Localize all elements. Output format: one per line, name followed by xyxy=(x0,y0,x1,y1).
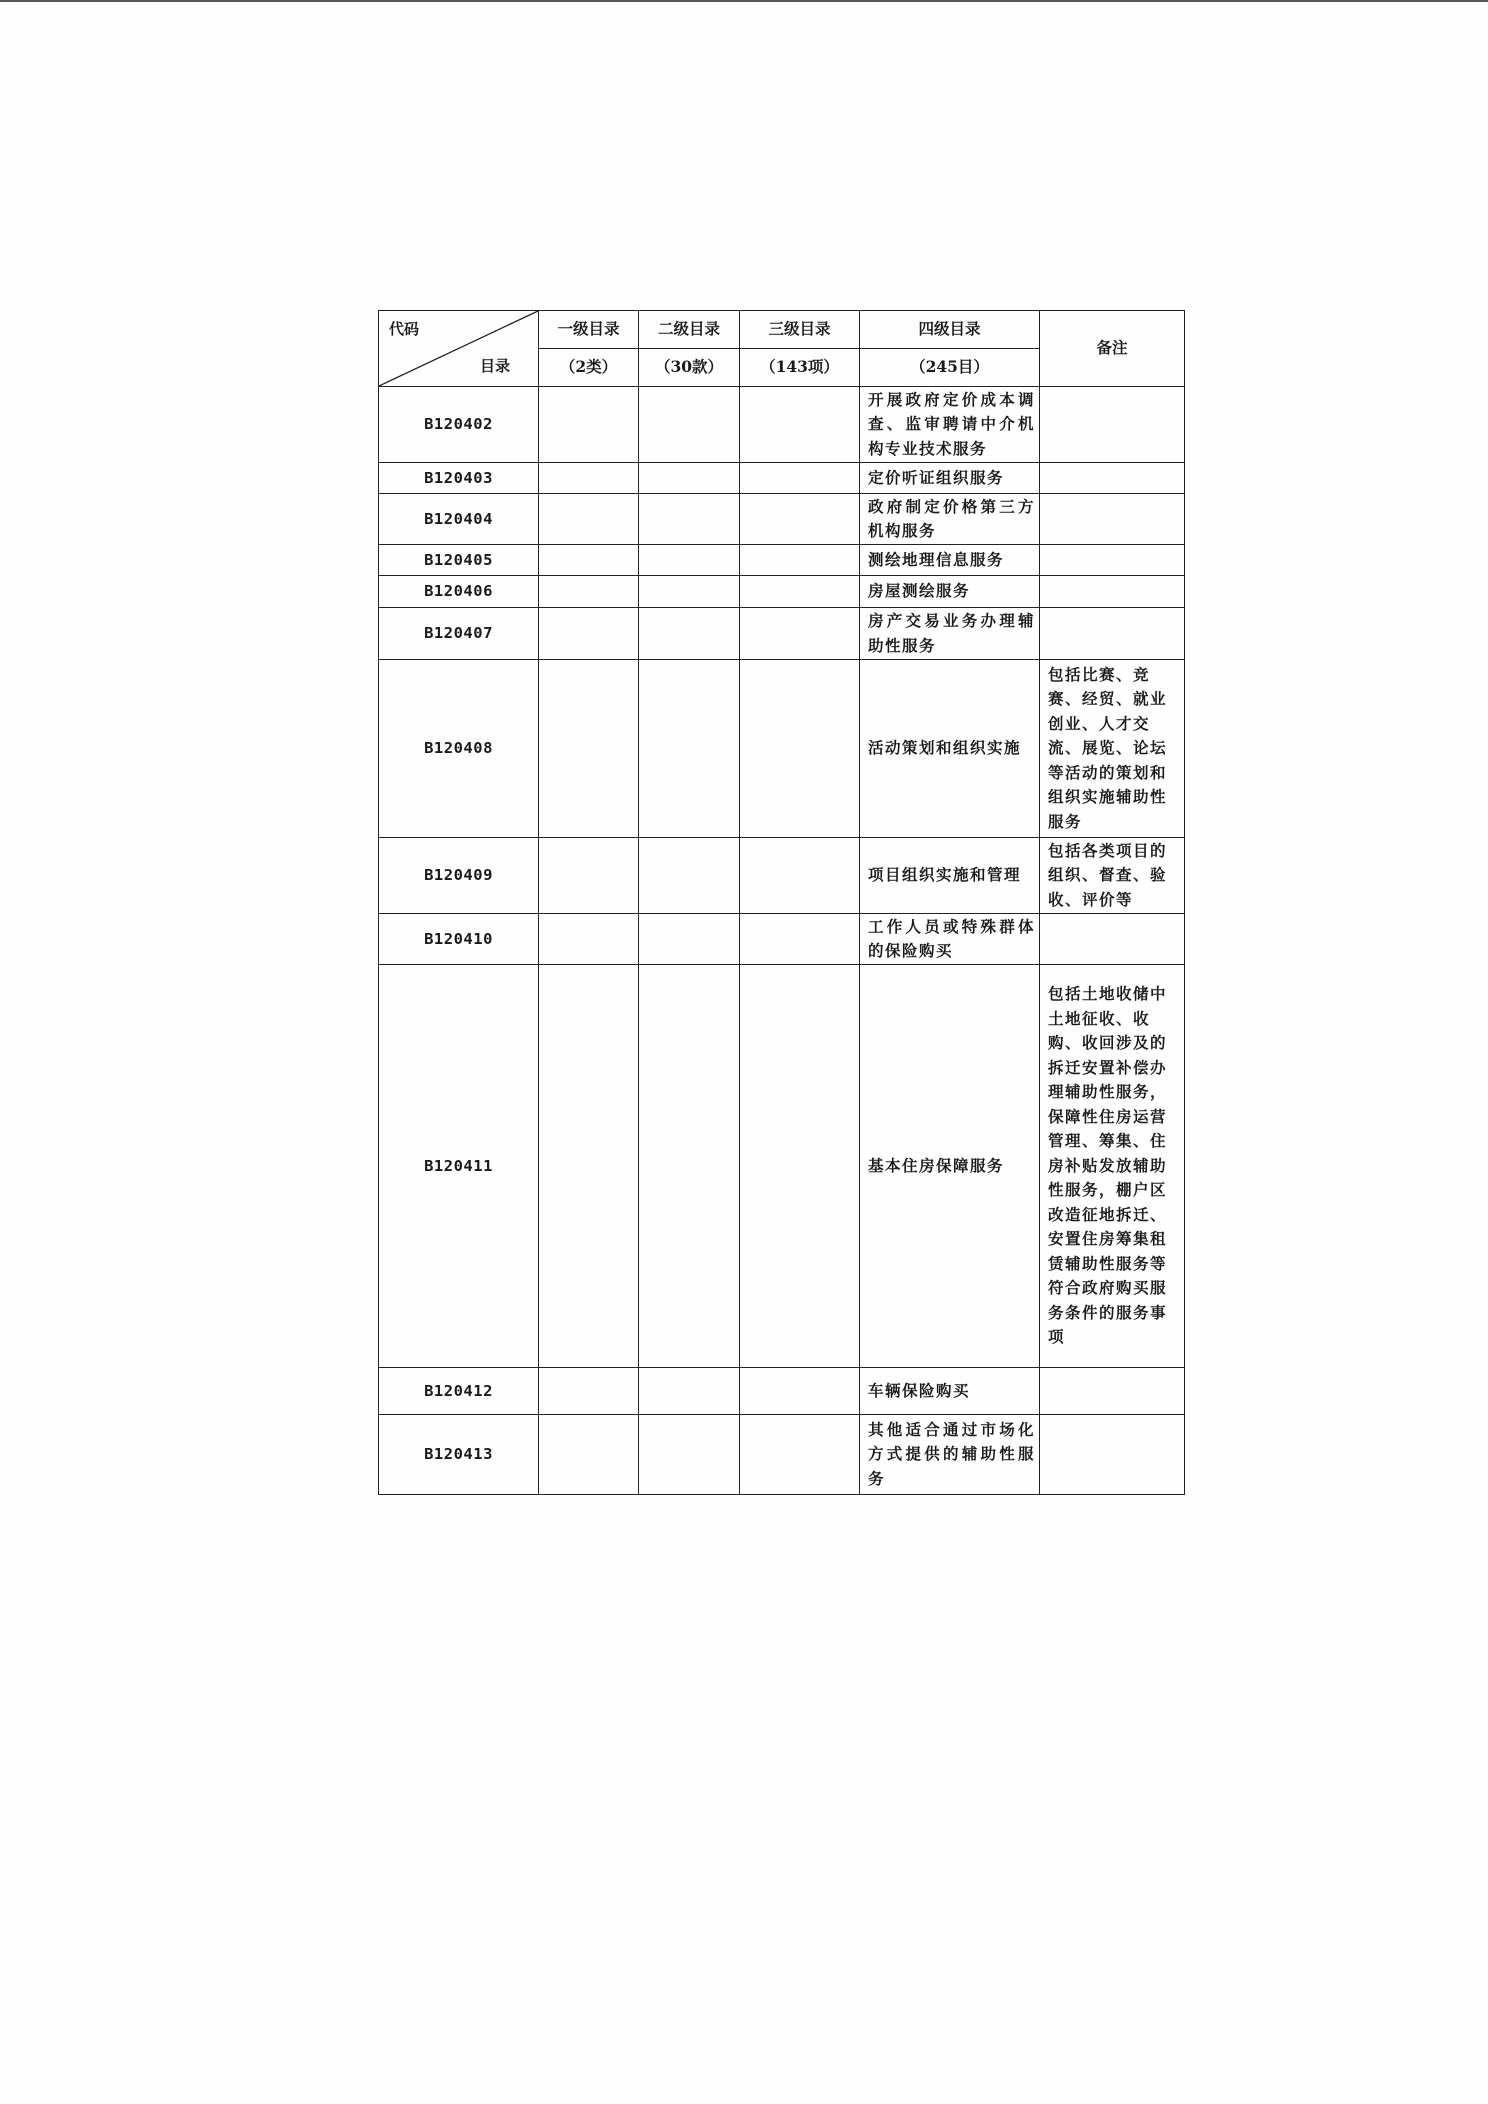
level3-cell xyxy=(740,965,860,1368)
table-row xyxy=(379,608,1185,660)
level2-cell xyxy=(639,965,740,1368)
level4-cell: 定价听证组织服务 xyxy=(860,463,1040,494)
level1-cell xyxy=(539,965,639,1368)
level4-cell: 测绘地理信息服务 xyxy=(860,545,1040,576)
notes-cell xyxy=(1040,608,1185,660)
notes-cell: 包括各类项目的组织、督查、验收、评价等 xyxy=(1040,838,1185,914)
table-row xyxy=(379,463,1185,494)
level2-count: （30款） xyxy=(639,349,740,387)
level1-cell xyxy=(539,608,639,660)
table-row xyxy=(379,576,1185,608)
level1-cell xyxy=(539,576,639,608)
level4-cell: 活动策划和组织实施 xyxy=(860,660,1040,838)
notes-cell: 包括比赛、竞赛、经贸、就业创业、人才交流、展览、论坛等活动的策划和组织实施辅助性服务 xyxy=(1040,660,1185,838)
level1-cell xyxy=(539,387,639,463)
table-row xyxy=(379,914,1185,965)
table-row xyxy=(379,494,1185,545)
level4-cell: 工作人员或特殊群体的保险购买 xyxy=(860,914,1040,965)
level2-header: 二级目录 xyxy=(639,311,740,349)
row-code: B120405 xyxy=(379,545,539,576)
header-row-top xyxy=(379,311,1185,349)
level4-cell: 政府制定价格第三方机构服务 xyxy=(860,494,1040,545)
table-row xyxy=(379,965,1185,1368)
notes-cell xyxy=(1040,494,1185,545)
level2-cell xyxy=(639,914,740,965)
level3-cell xyxy=(740,494,860,545)
level2-cell xyxy=(639,494,740,545)
level4-cell: 车辆保险购买 xyxy=(860,1368,1040,1415)
diagonal-header-cell xyxy=(379,311,539,387)
notes-cell xyxy=(1040,1415,1185,1495)
level4-count: （245目） xyxy=(860,349,1040,387)
level3-cell xyxy=(740,545,860,576)
row-code: B120411 xyxy=(379,965,539,1368)
table-row xyxy=(379,545,1185,576)
level3-cell xyxy=(740,1415,860,1495)
level4-header: 四级目录 xyxy=(860,311,1040,349)
row-code: B120407 xyxy=(379,608,539,660)
row-code: B120412 xyxy=(379,1368,539,1415)
table-row xyxy=(379,660,1185,838)
table-row xyxy=(379,387,1185,463)
level2-cell xyxy=(639,463,740,494)
notes-cell xyxy=(1040,576,1185,608)
notes-cell xyxy=(1040,545,1185,576)
level1-cell xyxy=(539,838,639,914)
notes-header: 备注 xyxy=(1040,311,1185,387)
level1-cell xyxy=(539,914,639,965)
table-row xyxy=(379,838,1185,914)
level1-header: 一级目录 xyxy=(539,311,639,349)
level1-cell xyxy=(539,494,639,545)
level1-cell xyxy=(539,1415,639,1495)
code-label: 代码 xyxy=(389,320,420,338)
level3-cell xyxy=(740,838,860,914)
level1-count: （2类） xyxy=(539,349,639,387)
level4-cell: 基本住房保障服务 xyxy=(860,965,1040,1368)
level3-cell xyxy=(740,914,860,965)
level2-cell xyxy=(639,576,740,608)
row-code: B120413 xyxy=(379,1415,539,1495)
level3-cell xyxy=(740,463,860,494)
table-row xyxy=(379,1415,1185,1495)
level4-cell: 项目组织实施和管理 xyxy=(860,838,1040,914)
level3-count: （143项） xyxy=(740,349,860,387)
level1-cell xyxy=(539,1368,639,1415)
row-code: B120406 xyxy=(379,576,539,608)
notes-cell xyxy=(1040,914,1185,965)
level3-cell xyxy=(740,576,860,608)
level2-cell xyxy=(639,1368,740,1415)
level2-cell xyxy=(639,608,740,660)
level2-cell xyxy=(639,1415,740,1495)
level4-cell: 开展政府定价成本调查、监审聘请中介机构专业技术服务 xyxy=(860,387,1040,463)
level4-cell: 房屋测绘服务 xyxy=(860,576,1040,608)
level2-cell xyxy=(639,838,740,914)
level3-cell xyxy=(740,608,860,660)
row-code: B120404 xyxy=(379,494,539,545)
level3-cell xyxy=(740,660,860,838)
row-code: B120403 xyxy=(379,463,539,494)
table-row xyxy=(379,1368,1185,1415)
row-code: B120410 xyxy=(379,914,539,965)
level2-cell xyxy=(639,660,740,838)
level2-cell xyxy=(639,545,740,576)
level3-header: 三级目录 xyxy=(740,311,860,349)
level3-cell xyxy=(740,387,860,463)
level1-cell xyxy=(539,660,639,838)
level2-cell xyxy=(639,387,740,463)
level3-cell xyxy=(740,1368,860,1415)
notes-cell xyxy=(1040,387,1185,463)
row-code: B120409 xyxy=(379,838,539,914)
notes-cell xyxy=(1040,463,1185,494)
level1-cell xyxy=(539,545,639,576)
row-code: B120402 xyxy=(379,387,539,463)
notes-cell: 包括土地收储中土地征收、收购、收回涉及的拆迁安置补偿办理辅助性服务，保障性住房运营管理、筹集、住房补贴发放辅助性服务，棚户区改造征地拆迁、安置住房筹集租赁辅助性服务等符合政府购买服务条件的服务事项 xyxy=(1040,965,1185,1368)
catalog-table xyxy=(378,310,1185,1495)
level1-cell xyxy=(539,463,639,494)
level4-cell: 房产交易业务办理辅助性服务 xyxy=(860,608,1040,660)
row-code: B120408 xyxy=(379,660,539,838)
catalog-label: 目录 xyxy=(479,356,510,375)
level4-cell: 其他适合通过市场化方式提供的辅助性服务 xyxy=(860,1415,1040,1495)
notes-cell xyxy=(1040,1368,1185,1415)
